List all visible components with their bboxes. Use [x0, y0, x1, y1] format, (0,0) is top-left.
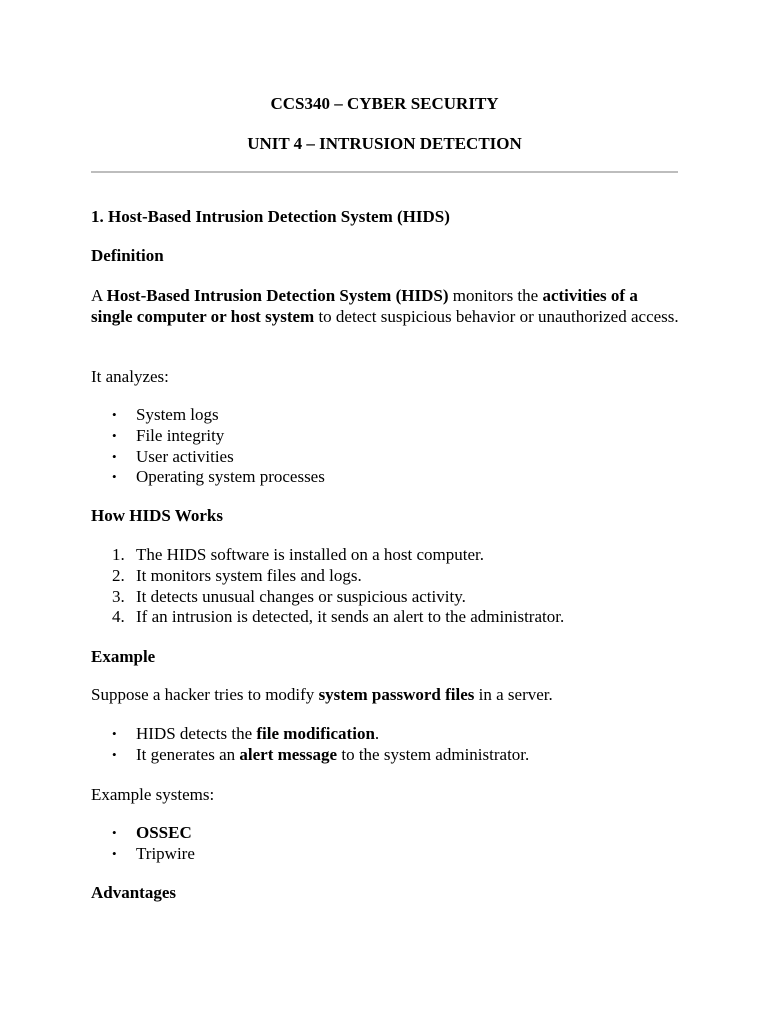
example-paragraph	[91, 685, 681, 706]
course-title: CCS340 – CYBER SECURITY	[270, 94, 499, 113]
example-list	[91, 724, 681, 766]
definition-bold-1: Host-Based Intrusion Detection System (HIDS)	[106, 286, 449, 305]
example-systems-list	[91, 823, 681, 865]
analyzes-list	[91, 405, 681, 488]
definition-heading: Definition	[91, 246, 164, 265]
definition-text-1: A	[91, 286, 107, 305]
list-item: • Tripwire	[112, 843, 195, 863]
bullet-icon: •	[112, 448, 117, 464]
step-number: 3.	[112, 586, 125, 606]
analyzes-intro: It analyzes:	[91, 367, 169, 386]
list-item: • Operating system processes	[112, 467, 325, 487]
step-number: 4.	[112, 607, 125, 627]
example-text-2: in a server.	[474, 685, 553, 704]
list-item: 1. The HIDS software is installed on a host computer.	[112, 545, 484, 564]
list-item: 3. It detects unusual changes or suspicious activity.	[112, 586, 466, 606]
definition-text-2: monitors the	[448, 286, 543, 305]
example-heading: Example	[91, 647, 156, 666]
bullet-icon: •	[112, 407, 117, 422]
advantages-heading: Advantages	[91, 883, 177, 902]
definition-text-3: to detect suspicious behavior or unauthorized access.	[314, 306, 679, 326]
section-heading-hids: 1. Host-Based Intrusion Detection System (HIDS)	[91, 207, 450, 226]
bullet-icon: •	[112, 726, 117, 741]
list-item: • User activities	[112, 446, 234, 466]
example-bold-1: system password files	[318, 685, 475, 704]
example-systems-intro: Example systems:	[91, 785, 215, 804]
step-number: 2.	[112, 565, 125, 585]
bullet-icon: •	[112, 845, 117, 861]
definition-bold-2: activities of a single computer or host system	[91, 286, 638, 326]
list-item: • OSSEC	[112, 823, 192, 842]
list-item: • HIDS detects the file modification.	[112, 724, 380, 743]
bullet-icon: •	[112, 825, 117, 840]
unit-title: UNIT 4 – INTRUSION DETECTION	[247, 134, 522, 153]
list-item: 2. It monitors system files and logs.	[112, 565, 362, 585]
bullet-icon: •	[112, 469, 117, 485]
how-hids-works-steps	[91, 545, 681, 628]
list-item: 4. If an intrusion is detected, it sends an alert to the administrator.	[112, 607, 565, 627]
list-item: • System logs	[112, 405, 219, 424]
bullet-icon: •	[112, 427, 117, 443]
step-number: 1.	[112, 545, 125, 564]
how-hids-works-heading: How HIDS Works	[91, 506, 223, 525]
list-item: • File integrity	[112, 425, 225, 445]
bullet-icon: •	[112, 746, 117, 762]
horizontal-divider	[91, 171, 678, 173]
definition-paragraph	[91, 286, 681, 327]
example-text-1: Suppose a hacker tries to modify	[91, 685, 319, 704]
list-item: • It generates an alert message to the system administrator.	[112, 744, 530, 764]
